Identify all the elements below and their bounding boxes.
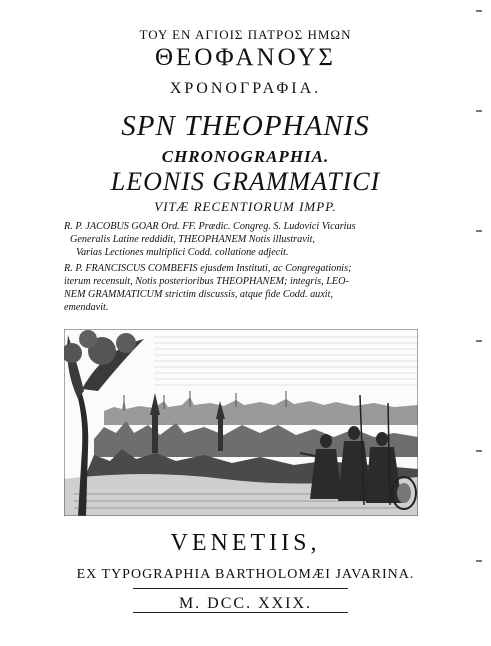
leonis-grammatici-title: LEONIS GRAMMATICI [110,167,381,196]
editor-goar-paragraph [64,220,436,259]
margin-mark [476,450,482,452]
margin-mark [476,110,482,112]
year-rule-bottom [133,612,348,613]
greek-work-title: ΧΡΟΝΟΓΡΑΦΙΑ. [169,80,322,97]
imprint-city: VENETIIS, [170,530,321,556]
greek-heading: ΤΟΥ ΕΝ ΑΓΙΟΙΣ ΠΑΤΡΟΣ ΗΜΩΝ [139,27,352,42]
margin-mark [476,10,482,12]
paragraph-line: R. P. FRANCISCUS COMBEFIS ejusdem Instituti, ac Congregationis; [64,263,352,274]
paragraph-line: emendavit. [64,302,109,313]
paragraph-line: NEM GRAMMATICUM strictim discussis, atque fide Codd. auxit, [64,289,334,300]
latin-work-title: CHRONOGRAPHIA. [161,147,330,166]
margin-mark [476,230,482,232]
paragraph-line: R. P. JACOBUS GOAR Ord. FF. Prædic. Congreg. S. Ludovici Vicarius [64,221,356,232]
city-engraving-illustration [64,329,418,516]
imprint-printer: EX TYPOGRAPHIA BARTHOLOMÆI JAVARINA. [76,567,415,582]
year-rule-top [133,588,348,589]
imprint-year: M. DCC. XXIX. [178,595,313,612]
paragraph-line: iterum recensuit, Notis posterioribus THEOPHANEM; integris, LEO- [64,276,349,287]
paragraph-line: Varias Lectiones multiplici Codd. collatione adjecit. [76,247,289,258]
latin-author-name: SPN THEOPHANIS [121,110,370,142]
greek-author-name: ΘΕΟΦΑΝΟΥΣ [155,44,336,71]
paragraph-line: Generalis Latine reddidit, THEOPHANEM Notis illustravit, [70,234,315,245]
editor-combefis-paragraph [64,262,436,314]
margin-mark [476,560,482,562]
vitae-subtitle: VITÆ RECENTIORUM IMPP. [154,199,337,214]
margin-mark [476,340,482,342]
